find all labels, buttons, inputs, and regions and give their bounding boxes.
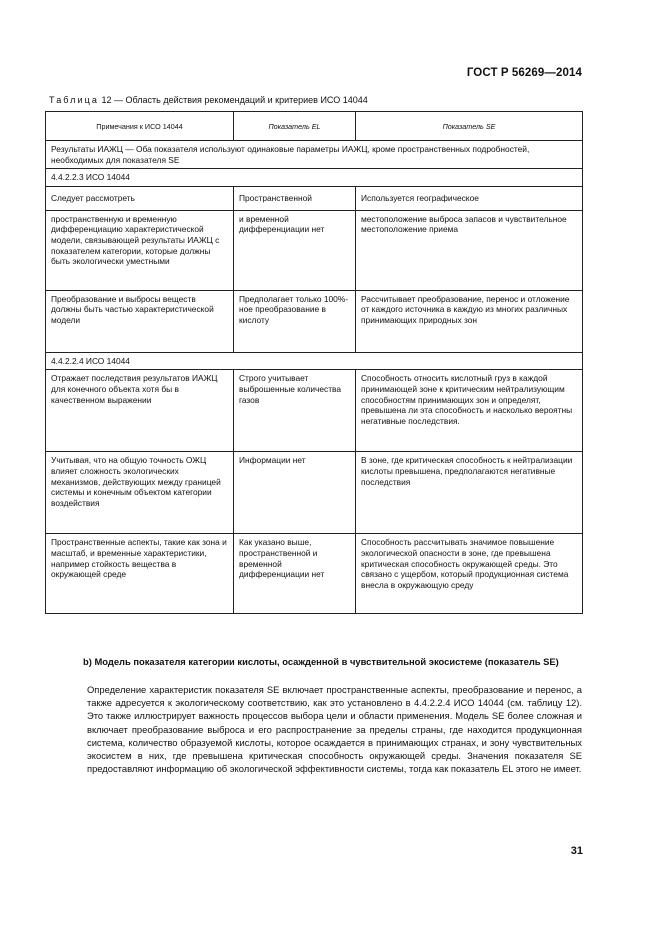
table-cell: Преобразование и выбросы веществ должны быть частью характеристической модели [46,290,234,352]
table-row [46,452,583,534]
table-cell: Следует рассмотреть [46,186,234,210]
table-caption [49,95,368,105]
table-caption-text: 12 — Область действия рекомендаций и критериев ИСО 14044 [99,95,368,105]
section-title-cell: 4.4.2.2.3 ИСО 14044 [46,169,583,187]
table-row [46,370,583,452]
table-intro-row [46,141,583,169]
table-cell: Предполагает только 100%-ное преобразование в кислоту [234,290,356,352]
table-cell: Как указано выше, пространственной и временной дифференциации нет [234,534,356,614]
table-cell: Информации нет [234,452,356,534]
section-title-row [46,169,583,187]
table-cell: В зоне, где критическая способность к нейтрализации кислоты превышена, предполагаются негативные последствия [356,452,583,534]
paragraph-b-heading: b) Модель показателя категории кислоты, осажденной в чувствительной экосистеме (показатель SE) [83,656,559,667]
table-cell: Учитывая, что на общую точность ОЖЦ влияет сложность экологических механизмов, действующих между границей системы и конечным объектом категории воздействия [46,452,234,534]
table-cell: Способность рассчитывать значимое повышение экологической опасности в зоне, где превышена критическая способность окружающей среды. Это связано с ущербом, который продукционная система внесла в окружающую среду [356,534,583,614]
table-cell: местоположение выброса запасов и чувствительное местоположение приема [356,210,583,290]
table-caption-word: Таблица [49,95,99,105]
table-cell: пространственную и временную дифференциацию характеристической модели, связывающей результаты ИАЖЦ с показателем категории, которые должны быть экологически уместными [46,210,234,290]
table-cell: Способность относить кислотный груз в каждой принимающей зоне к критическим нейтрализующим способностям принимающих зон и определят, превышена ли эта способность и насколько вероятны негативные последствия. [356,370,583,452]
table-row [46,186,583,210]
document-code: ГОСТ Р 56269—2014 [466,67,582,79]
table-cell: Используется географическое [356,186,583,210]
table-row [46,210,583,290]
table-cell: Пространственные аспекты, такие как зона и масштаб, и временные характеристики, например стойкость вещества в окружающей среде [46,534,234,614]
section-title-row [46,352,583,370]
table-cell: Пространственной [234,186,356,210]
table-cell: и временной дифференциации нет [234,210,356,290]
page-number: 31 [570,845,583,857]
table-intro-cell: Результаты ИАЖЦ — Оба показателя используют одинаковые параметры ИАЖЦ, кроме пространственных подробностей, необходимых для показателя SE [46,141,583,169]
table-cell: Строго учитывает выброшенные количества газов [234,370,356,452]
column-header-el: Показатель EL [234,112,356,141]
criteria-table [45,111,583,614]
column-header-se: Показатель SE [356,112,583,141]
table-header-row [46,112,583,141]
table-cell: Отражает последствия результатов ИАЖЦ для конечного объекта хотя бы в качественном выражении [46,370,234,452]
table-cell: Рассчитывает преобразование, перенос и отложение от каждого источника в каждую из многих различных принимающих природных зон [356,290,583,352]
paragraph-b-text: Определение характеристик показателя SE включает пространственные аспекты, преобразование и перенос, а также адресуется к экологическому соответствию, как это установлено в 4.4.2.2.4 ИСО 14044 (см. таблицу 12). Это также иллюстрирует важность процессов выбора цели и области применения. Модель SE более сложная и включает преобразование выброса и его распространение за пределы страны, где находится продукционная система, количество образуемой кислоты, которое осаждается в принимающих странах, и зону чувствительных экосистем в них, где превышена критическая способность окружающей среды. Значения показателя SE предоставляют информацию об экологической эффективности системы, тогда как показатель EL этого не имеет. [87,684,582,775]
table-row [46,290,583,352]
table-row [46,534,583,614]
column-header-notes: Примечания к ИСО 14044 [46,112,234,141]
section-title-cell: 4.4.2.2.4 ИСО 14044 [46,352,583,370]
